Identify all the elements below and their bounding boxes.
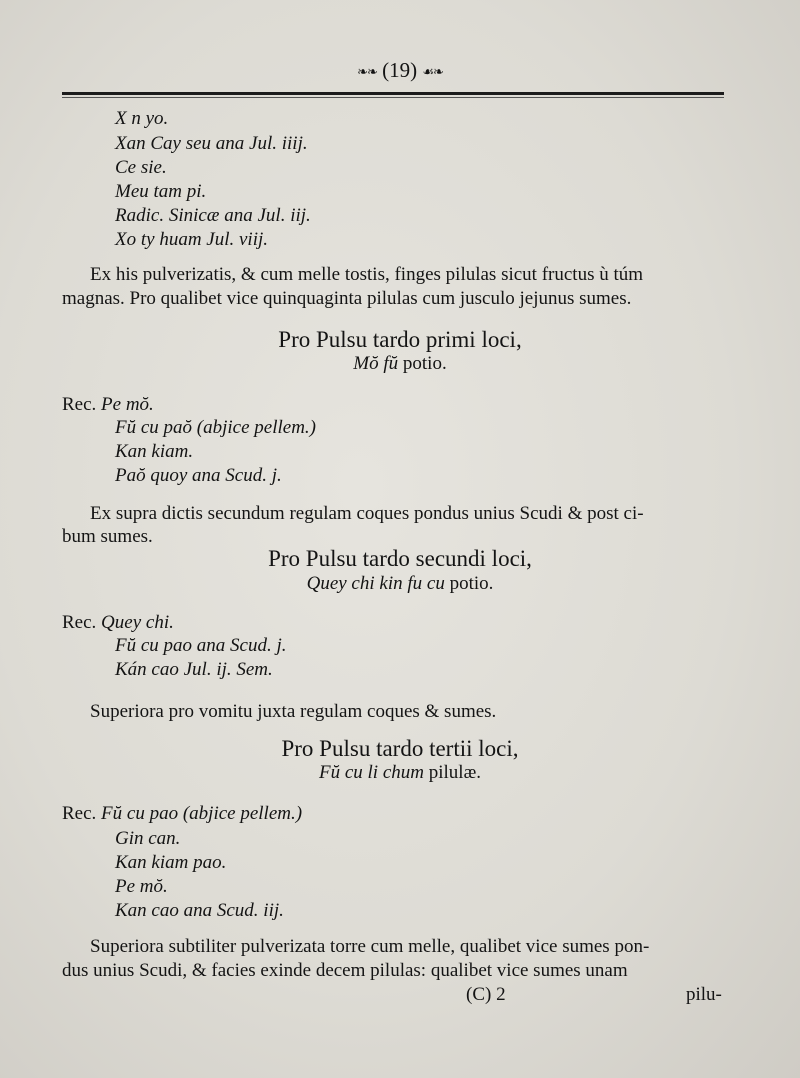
ingredient-line: Paŏ quoy ana Scud. j.: [115, 465, 282, 486]
section-subtitle: [0, 762, 800, 784]
ingredient-line: Kán cao Jul. ij. Sem.: [115, 659, 273, 680]
ingredient-line: Fŭ cu pao ana Scud. j.: [115, 635, 287, 656]
instruction-line: dus unius Scudi, & facies exinde decem pilulas: qualibet vice sumes unam: [62, 960, 628, 981]
rec-label: Rec.: [62, 394, 97, 415]
section-subtitle: [0, 353, 800, 375]
subtitle-italic: Fŭ cu li chum: [318, 762, 424, 783]
recipe-first-line: [62, 612, 174, 634]
instruction-line: Ex supra dictis secundum regulam coques pondus unius Scudi & post ci-: [90, 503, 644, 524]
right-ornament-icon: ☙❧: [422, 64, 443, 80]
ingredient-line: Xan Cay seu ana Jul. iiij.: [115, 133, 308, 154]
page-number: (19): [382, 58, 418, 82]
section-title: Pro Pulsu tardo primi loci,: [278, 327, 522, 352]
rec-label: Rec.: [62, 803, 97, 824]
ingredient-line: Kan cao ana Scud. iij.: [115, 900, 284, 921]
subtitle-plain: potio.: [449, 573, 494, 594]
section-title: Pro Pulsu tardo secundi loci,: [268, 546, 532, 571]
subtitle-plain: potio.: [402, 353, 447, 374]
ingredient-line: Gin can.: [115, 828, 181, 849]
ingredient-first: Fŭ cu pao (abjice pellem.): [101, 803, 303, 824]
section-subtitle: [0, 573, 800, 595]
ingredient-line: Kan kiam.: [115, 441, 194, 462]
ingredient-line: Meu tam pi.: [115, 181, 207, 202]
left-ornament-icon: ❧❧: [357, 64, 377, 80]
ingredient-line: Fŭ cu paŏ (abjice pellem.): [115, 417, 317, 438]
instruction-line: bum sumes.: [62, 526, 153, 547]
instruction-line: magnas. Pro qualibet vice quinquaginta pilulas cum jusculo jejunus sumes.: [62, 288, 632, 309]
instruction-line: Ex his pulverizatis, & cum melle tostis, finges pilulas sicut fructus ù túm: [90, 264, 644, 285]
subtitle-italic: Mŏ fŭ: [353, 353, 399, 374]
ingredient-line: X n yo.: [115, 108, 169, 129]
ingredient-line: Xo ty huam Jul. viij.: [115, 229, 269, 250]
subtitle-plain: pilulæ.: [428, 762, 482, 783]
catchword: pilu-: [686, 984, 722, 1005]
recipe-first-line: [62, 803, 302, 825]
ingredient-line: Ce sie.: [115, 157, 167, 178]
signature-mark: (C) 2: [466, 984, 506, 1005]
instruction-line: Superiora subtiliter pulverizata torre cum melle, qualibet vice sumes pon-: [90, 936, 650, 957]
ingredient-first: Pe mŏ.: [101, 394, 154, 415]
header-rule: [62, 92, 724, 95]
header-rule-thin: [62, 97, 724, 98]
subtitle-italic: Quey chi kin fu cu: [306, 573, 445, 594]
instruction-line: Superiora pro vomitu juxta regulam coques & sumes.: [90, 701, 497, 722]
ingredient-line: Kan kiam pao.: [115, 852, 227, 873]
recipe-first-line: [62, 394, 154, 416]
ingredient-first: Quey chi.: [101, 612, 174, 633]
ingredient-line: Radic. Sinicæ ana Jul. iij.: [115, 205, 311, 226]
ingredient-line: Pe mŏ.: [115, 876, 168, 897]
page-header: [325, 58, 475, 83]
rec-label: Rec.: [62, 612, 97, 633]
section-title: Pro Pulsu tardo tertii loci,: [281, 736, 519, 761]
